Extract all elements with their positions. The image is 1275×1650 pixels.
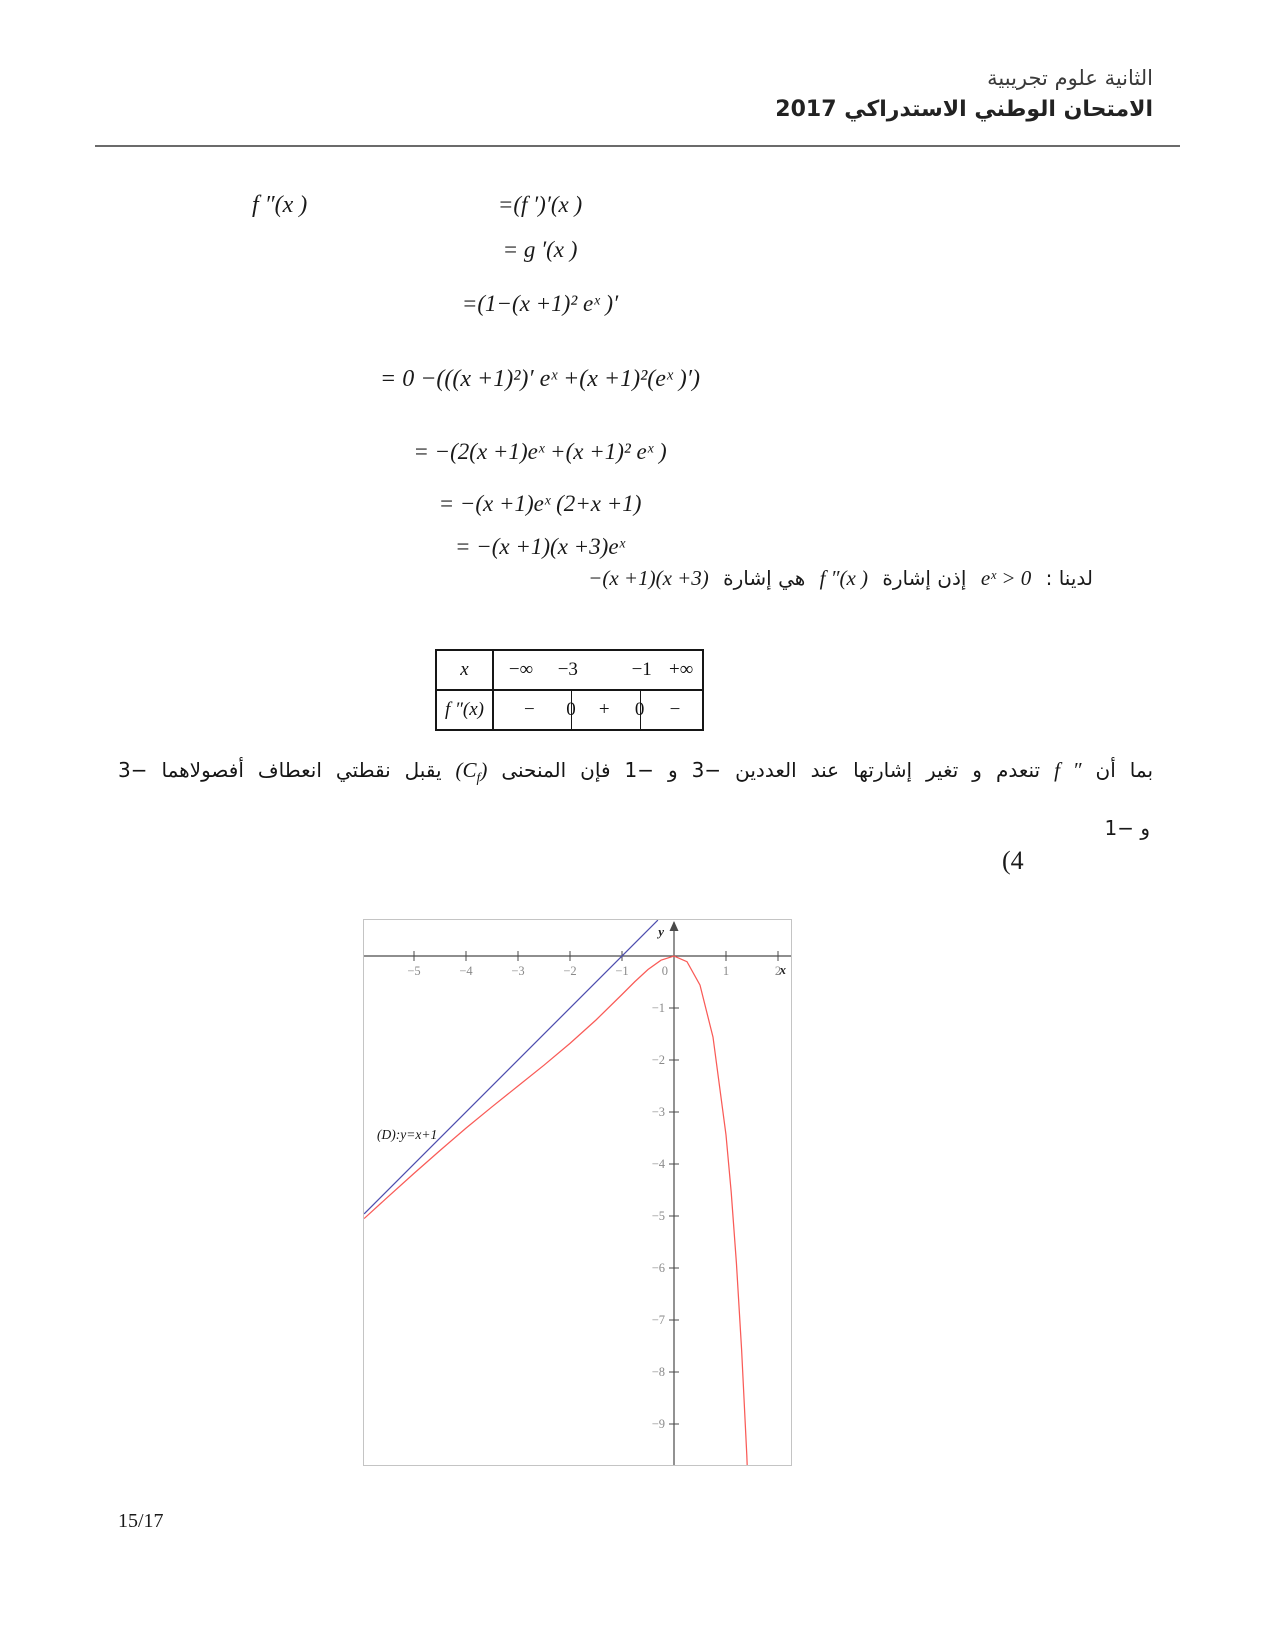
sign-table-cell: −	[669, 699, 681, 720]
sign-note-math-exp: eˣ > 0	[980, 566, 1032, 590]
y-tick-label: −2	[651, 1053, 665, 1067]
derivation-lhs: f ″(x )	[252, 191, 308, 218]
question-number: (4	[1002, 846, 1024, 875]
y-tick-label: −6	[651, 1261, 665, 1275]
sign-table	[435, 649, 704, 731]
derivation-step-2: = g ′(x )	[502, 237, 578, 262]
sign-table-fpp-label: f ″(x)	[437, 691, 494, 729]
x-tick-label: −3	[511, 964, 525, 978]
sign-table-cell: −	[524, 699, 535, 720]
y-tick-label: −4	[651, 1157, 665, 1171]
exam-level-subtitle: الثانية علوم تجريبية	[987, 66, 1153, 90]
sign-table-row-fpp	[437, 691, 702, 729]
x-tick-label: −5	[407, 964, 421, 978]
y-tick-label: −3	[651, 1105, 665, 1119]
sign-table-cell: −∞	[508, 659, 534, 680]
derivation-step-1: =(f ′)′(x )	[497, 192, 583, 217]
x-tick-label: −4	[459, 964, 473, 978]
x-tick-label: −1	[615, 964, 629, 978]
sign-table-row-x	[437, 651, 702, 691]
sign-note-math-fxx: f ″(x )	[819, 566, 869, 590]
y-tick-label: −9	[651, 1417, 665, 1431]
sign-reasoning-line	[584, 566, 1097, 591]
sign-table-cell: 0	[566, 699, 576, 720]
derivation-block	[290, 182, 790, 568]
page-number: 15/17	[118, 1510, 164, 1532]
derivation-step-5: = −(2(x +1)eˣ +(x +1)² eˣ )	[413, 439, 667, 464]
inflection-conclusion	[118, 758, 1153, 786]
y-tick-label: −1	[651, 1001, 665, 1015]
derivation-step-6: = −(x +1)eˣ (2+x +1)	[438, 491, 642, 516]
line-d-label: (D):y=x+1	[377, 1127, 438, 1142]
derivation-step-7: = −(x +1)(x +3)eˣ	[454, 534, 626, 559]
x-axis-label: x	[779, 962, 786, 977]
sign-table-cell: +	[598, 699, 610, 720]
y-tick-label: −5	[651, 1209, 665, 1223]
y-axis-arrow-icon	[670, 921, 679, 931]
function-graph	[363, 919, 792, 1466]
sign-table-cell: −1	[631, 659, 652, 680]
header-divider	[95, 145, 1180, 147]
x-tick-label: 1	[722, 964, 730, 978]
exam-title: الامتحان الوطني الاستدراكي 2017	[775, 97, 1153, 122]
y-tick-label: −7	[651, 1313, 665, 1327]
sign-table-cell: +∞	[669, 659, 694, 680]
sign-note-mid1: إذن إشارة	[882, 566, 967, 590]
sign-table-x-label: x	[437, 651, 494, 689]
para-text: تنعدم و تغير إشارتها عند العددين −3 و −1 فإن المنحنى	[501, 758, 1041, 782]
x-tick-label: 2	[774, 964, 782, 978]
sign-note-math-factored: −(x +1)(x +3)	[588, 566, 709, 590]
derivation-step-4: = 0 −(((x +1)²)′ eˣ +(x +1)²(eˣ )′)	[380, 365, 700, 392]
inflection-conclusion-line2: و −1	[1104, 816, 1150, 840]
para-math-fpp: f ″	[1054, 758, 1082, 782]
para-math-cf: $(C_f)$	[455, 758, 488, 786]
para-text: يقبل نقطتي انعطاف أفصولاهما −3	[118, 758, 442, 782]
y-tick-label: −8	[651, 1365, 665, 1379]
para-text: بما أن	[1095, 758, 1154, 782]
y-axis-label: y	[658, 924, 664, 939]
x-tick-label: −2	[563, 964, 577, 978]
origin-label: 0	[661, 964, 668, 978]
sign-table-cell: −3	[557, 659, 578, 680]
sign-note-lead: لدينا :	[1045, 566, 1093, 590]
derivation-step-3: =(1−(x +1)² eˣ )′	[461, 291, 619, 316]
graph-canvas	[364, 920, 791, 1465]
sign-note-mid2: هي إشارة	[723, 566, 806, 590]
sign-table-cell: 0	[634, 699, 645, 720]
curve-f	[364, 956, 748, 1465]
